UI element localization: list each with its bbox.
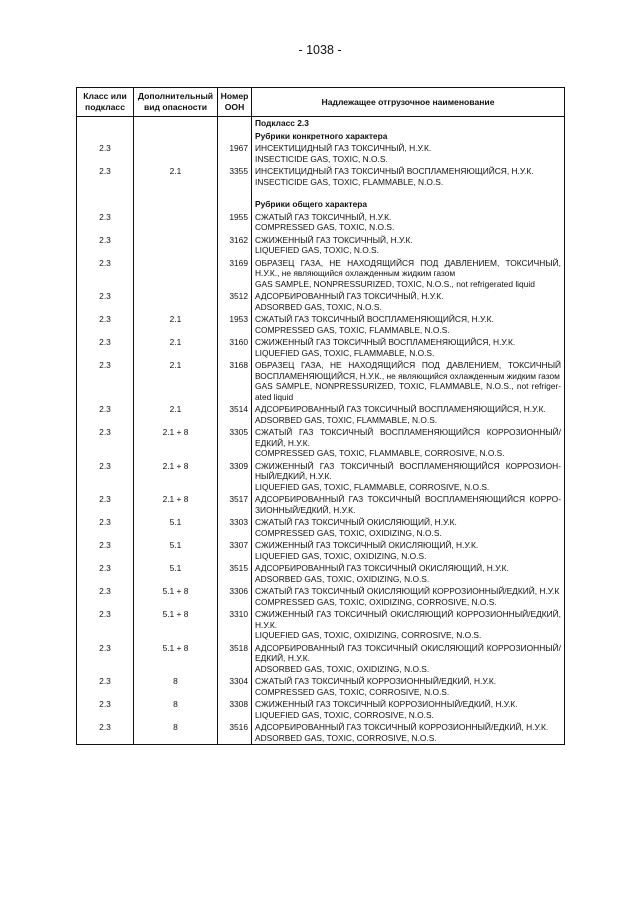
shipping-name-cell [252, 426, 565, 460]
subsidiary-risk-cell: 5.1 + 8 [134, 642, 218, 676]
name-russian: АДСОРБИРОВАННЫЙ ГАЗ ТОКСИЧНЫЙ ВОСПЛАМЕНЯЮЩИЙСЯ, Н.У.К. [255, 404, 546, 414]
name-english: LIQUEFIED GAS, TOXIC, OXIDIZING, N.O.S. [255, 550, 427, 561]
section-general-title: Рубрики общего характера [252, 198, 565, 211]
table-row [77, 642, 565, 676]
subsidiary-risk-cell [134, 142, 218, 165]
name-english: ADSORBED GAS, TOXIC, N.O.S. [255, 301, 382, 312]
header-class: Класс или подкласс [77, 88, 134, 117]
subsidiary-risk-cell: 8 [134, 675, 218, 698]
class-cell: 2.3 [77, 460, 134, 494]
subsidiary-risk-cell: 5.1 + 8 [134, 585, 218, 608]
subsidiary-risk-cell: 2.1 [134, 313, 218, 336]
section-specific-title: Рубрики конкретного характера [252, 130, 565, 143]
class-cell: 2.3 [77, 257, 134, 291]
section-row [77, 130, 565, 143]
table-row [77, 539, 565, 562]
table-header-row [77, 88, 565, 117]
name-russian: СЖАТЫЙ ГАЗ ТОКСИЧНЫЙ ВОСПЛАМЕНЯЮЩИЙСЯ КОРРОЗИОННЫЙ/ЕДКИЙ, Н.У.К. [255, 427, 561, 448]
subsidiary-risk-cell [134, 211, 218, 234]
subsidiary-risk-cell: 5.1 + 8 [134, 608, 218, 642]
un-number-cell: 3516 [218, 721, 252, 745]
table-row [77, 562, 565, 585]
shipping-name-cell [252, 290, 565, 313]
un-number-cell: 3160 [218, 336, 252, 359]
class-cell: 2.3 [77, 359, 134, 403]
section-row [77, 198, 565, 211]
table-row [77, 336, 565, 359]
un-number-cell: 3303 [218, 516, 252, 539]
name-english: LIQUEFIED GAS, TOXIC, FLAMMABLE, N.O.S. [255, 347, 435, 358]
un-number-cell: 3162 [218, 234, 252, 257]
dangerous-goods-table [76, 87, 565, 745]
subsidiary-risk-cell: 5.1 [134, 516, 218, 539]
table-row [77, 234, 565, 257]
table-row [77, 426, 565, 460]
shipping-name-cell [252, 721, 565, 745]
shipping-name-cell [252, 493, 565, 516]
subsidiary-risk-cell [134, 257, 218, 291]
shipping-name-cell [252, 608, 565, 642]
un-number-cell: 1955 [218, 211, 252, 234]
subsidiary-risk-cell: 2.1 + 8 [134, 460, 218, 494]
class-cell: 2.3 [77, 403, 134, 426]
un-number-cell: 3304 [218, 675, 252, 698]
name-english: LIQUEFIED GAS, TOXIC, N.O.S. [255, 245, 379, 255]
table-row [77, 721, 565, 745]
table-row [77, 516, 565, 539]
class-cell: 2.3 [77, 562, 134, 585]
shipping-name-cell [252, 257, 565, 291]
table-row [77, 359, 565, 403]
un-number-cell: 3512 [218, 290, 252, 313]
un-number-cell: 3515 [218, 562, 252, 585]
un-number-cell: 3517 [218, 493, 252, 516]
name-english: COMPRESSED GAS, TOXIC, OXIDIZING, CORROSIVE, N.O.S. [255, 596, 497, 607]
table-body [77, 117, 565, 745]
subsidiary-risk-cell [134, 234, 218, 257]
table-row [77, 460, 565, 494]
table-row [77, 165, 565, 188]
header-un-number: Номер ООН [218, 88, 252, 117]
un-number-cell: 3518 [218, 642, 252, 676]
class-cell: 2.3 [77, 516, 134, 539]
table-row [77, 142, 565, 165]
class-cell: 2.3 [77, 721, 134, 745]
subsidiary-risk-cell: 8 [134, 721, 218, 745]
name-russian: СЖАТЫЙ ГАЗ ТОКСИЧНЫЙ, Н.У.К. [255, 211, 392, 222]
name-english: COMPRESSED GAS, TOXIC, N.O.S. [255, 222, 395, 232]
table-row [77, 403, 565, 426]
class-cell: 2.3 [77, 675, 134, 698]
spacer-row [77, 188, 565, 198]
subsidiary-risk-cell: 5.1 [134, 539, 218, 562]
subsidiary-risk-cell: 2.1 [134, 165, 218, 188]
un-number-cell: 3307 [218, 539, 252, 562]
name-russian: АДСОРБИРОВАННЫЙ ГАЗ ТОКСИЧНЫЙ ОКИСЛЯЮЩИЙ КОРРОЗИОННЫЙ/ЕДКИЙ, Н.У.К. [255, 642, 561, 663]
shipping-name-cell [252, 585, 565, 608]
class-cell: 2.3 [77, 211, 134, 234]
table-row [77, 211, 565, 234]
class-cell: 2.3 [77, 539, 134, 562]
name-russian: АДСОРБИРОВАННЫЙ ГАЗ ТОКСИЧНЫЙ КОРРОЗИОННЫЙ/ЕДКИЙ, Н.У.К. [255, 722, 549, 732]
name-english: GAS SAMPLE, NONPRESSURIZED, TOXIC, N.O.S., not refrigerated liquid [255, 278, 535, 289]
name-english: LIQUEFIED GAS, TOXIC, OXIDIZING, CORROSIVE, N.O.S. [255, 630, 482, 640]
table-row [77, 313, 565, 336]
class-cell: 2.3 [77, 165, 134, 188]
name-russian: ОБРАЗЕЦ ГАЗА, НЕ НАХОДЯЩИЙСЯ ПОД ДАВЛЕНИЕМ, ТОКСИЧНЫЙ ВОСПЛАМЕНЯЮЩИЙСЯ, Н.У.К., не являющийся охлажденным жидким газом [255, 360, 561, 381]
name-english: LIQUEFIED GAS, TOXIC, FLAMMABLE, CORROSIVE, N.O.S. [255, 481, 490, 492]
subsidiary-risk-cell: 2.1 + 8 [134, 426, 218, 460]
class-cell: 2.3 [77, 336, 134, 359]
un-number-cell: 3306 [218, 585, 252, 608]
header-shipping-name: Надлежащее отгрузочное наименование [252, 88, 565, 117]
un-number-cell: 3355 [218, 165, 252, 188]
un-number-cell: 3309 [218, 460, 252, 494]
un-number-cell: 3308 [218, 698, 252, 721]
name-english: INSECTICIDE GAS, TOXIC, FLAMMABLE, N.O.S. [255, 176, 444, 187]
class-cell: 2.3 [77, 234, 134, 257]
name-english: ADSORBED GAS, TOXIC, OXIDIZING, N.O.S. [255, 573, 430, 584]
subsidiary-risk-cell: 2.1 [134, 359, 218, 403]
table-row [77, 698, 565, 721]
subsidiary-risk-cell: 8 [134, 698, 218, 721]
class-cell: 2.3 [77, 585, 134, 608]
name-russian: АДСОРБИРОВАННЫЙ ГАЗ ТОКСИЧНЫЙ ОКИСЛЯЮЩИЙ, Н.У.К. [255, 563, 509, 573]
shipping-name-cell [252, 336, 565, 359]
subclass-title: Подкласс 2.3 [252, 117, 565, 130]
class-cell: 2.3 [77, 698, 134, 721]
name-russian: СЖИЖЕННЫЙ ГАЗ ТОКСИЧНЫЙ ОКИСЛЯЮЩИЙ, Н.У.К. [255, 540, 479, 550]
shipping-name-cell [252, 142, 565, 165]
name-russian: АДСОРБИРОВАННЫЙ ГАЗ ТОКСИЧНЫЙ ВОСПЛАМЕНЯЮЩИЙСЯ КОРРОЗИОННЫЙ/ЕДКИЙ, Н.У.К. [255, 494, 561, 515]
name-russian: ИНСЕКТИЦИДНЫЙ ГАЗ ТОКСИЧНЫЙ ВОСПЛАМЕНЯЮЩИЙСЯ, Н.У.К. [255, 166, 534, 176]
name-english: COMPRESSED GAS, TOXIC, FLAMMABLE, N.O.S. [255, 324, 450, 335]
subsidiary-risk-cell: 5.1 [134, 562, 218, 585]
name-english: COMPRESSED GAS, TOXIC, FLAMMABLE, CORROSIVE, N.O.S. [255, 448, 505, 458]
name-russian: ИНСЕКТИЦИДНЫЙ ГАЗ ТОКСИЧНЫЙ, Н.У.К. [255, 143, 432, 153]
shipping-name-cell [252, 460, 565, 494]
name-english: LIQUEFIED GAS, TOXIC, CORROSIVE, N.O.S. [255, 709, 434, 720]
subclass-row [77, 117, 565, 130]
name-russian: АДСОРБИРОВАННЫЙ ГАЗ ТОКСИЧНЫЙ, Н.У.К. [255, 291, 444, 301]
subsidiary-risk-cell [134, 290, 218, 313]
shipping-name-cell [252, 359, 565, 403]
un-number-cell: 1967 [218, 142, 252, 165]
class-cell: 2.3 [77, 142, 134, 165]
shipping-name-cell [252, 211, 565, 234]
shipping-name-cell [252, 539, 565, 562]
name-english: COMPRESSED GAS, TOXIC, OXIDIZING, N.O.S. [255, 527, 442, 538]
class-cell: 2.3 [77, 290, 134, 313]
un-number-cell: 3168 [218, 359, 252, 403]
table-row [77, 493, 565, 516]
name-english: ADSORBED GAS, TOXIC, FLAMMABLE, N.O.S. [255, 414, 438, 425]
name-russian: СЖАТЫЙ ГАЗ ТОКСИЧНЫЙ КОРРОЗИОННЫЙ/ЕДКИЙ, Н.У.К. [255, 676, 497, 686]
header-subsidiary-risk: Дополнительный вид опасности [134, 88, 218, 117]
shipping-name-cell [252, 516, 565, 539]
un-number-cell: 3514 [218, 403, 252, 426]
name-russian: СЖАТЫЙ ГАЗ ТОКСИЧНЫЙ ВОСПЛАМЕНЯЮЩИЙСЯ, Н.У.К. [255, 314, 494, 324]
table-row [77, 257, 565, 291]
name-russian: СЖИЖЕННЫЙ ГАЗ ТОКСИЧНЫЙ ОКИСЛЯЮЩИЙ КОРРОЗИОННЫЙ/ЕДКИЙ, Н.У.К. [255, 609, 561, 630]
shipping-name-cell [252, 403, 565, 426]
name-russian: СЖАТЫЙ ГАЗ ТОКСИЧНЫЙ ОКИСЛЯЮЩИЙ, Н.У.К. [255, 517, 457, 527]
subsidiary-risk-cell: 2.1 + 8 [134, 493, 218, 516]
name-russian: СЖИЖЕННЫЙ ГАЗ ТОКСИЧНЫЙ ВОСПЛАМЕНЯЮЩИЙСЯ, Н.У.К. [255, 337, 516, 347]
name-english: ADSORBED GAS, TOXIC, CORROSIVE, N.O.S. [255, 732, 437, 743]
class-cell: 2.3 [77, 493, 134, 516]
un-number-cell: 3305 [218, 426, 252, 460]
class-cell: 2.3 [77, 313, 134, 336]
shipping-name-cell [252, 234, 565, 257]
subsidiary-risk-cell: 2.1 [134, 336, 218, 359]
name-russian: СЖАТЫЙ ГАЗ ТОКСИЧНЫЙ ОКИСЛЯЮЩИЙ КОРРОЗИОННЫЙ/ЕДКИЙ, Н.У.К [255, 586, 560, 596]
un-number-cell: 1953 [218, 313, 252, 336]
table-row [77, 585, 565, 608]
name-english: GAS SAMPLE, NONPRESSURIZED, TOXIC, FLAMMABLE, N.O.S., not refrigerated liquid [255, 381, 561, 402]
table-row [77, 608, 565, 642]
name-russian: СЖИЖЕННЫЙ ГАЗ ТОКСИЧНЫЙ ВОСПЛАМЕНЯЮЩИЙСЯ КОРРОЗИОННЫЙ/ЕДКИЙ, Н.У.К. [255, 460, 561, 481]
name-english: COMPRESSED GAS, TOXIC, CORROSIVE, N.O.S. [255, 686, 450, 697]
name-russian: СЖИЖЕННЫЙ ГАЗ ТОКСИЧНЫЙ, Н.У.К. [255, 234, 413, 245]
table-row [77, 290, 565, 313]
shipping-name-cell [252, 313, 565, 336]
page-number: - 1038 - [298, 43, 342, 57]
name-russian: СЖИЖЕННЫЙ ГАЗ ТОКСИЧНЫЙ КОРРОЗИОННЫЙ/ЕДКИЙ, Н.У.К. [255, 699, 518, 709]
name-english: ADSORBED GAS, TOXIC, OXIDIZING, N.O.S. [255, 663, 430, 674]
shipping-name-cell [252, 165, 565, 188]
un-number-cell: 3310 [218, 608, 252, 642]
shipping-name-cell [252, 642, 565, 676]
subsidiary-risk-cell: 2.1 [134, 403, 218, 426]
shipping-name-cell [252, 698, 565, 721]
class-cell: 2.3 [77, 426, 134, 460]
shipping-name-cell [252, 675, 565, 698]
shipping-name-cell [252, 562, 565, 585]
name-english: INSECTICIDE GAS, TOXIC, N.O.S. [255, 153, 388, 164]
name-russian: ОБРАЗЕЦ ГАЗА, НЕ НАХОДЯЩИЙСЯ ПОД ДАВЛЕНИЕМ, ТОКСИЧНЫЙ, Н.У.К., не являющийся охлажденным жидким газом [255, 257, 561, 278]
class-cell: 2.3 [77, 642, 134, 676]
table-row [77, 675, 565, 698]
class-cell: 2.3 [77, 608, 134, 642]
un-number-cell: 3169 [218, 257, 252, 291]
